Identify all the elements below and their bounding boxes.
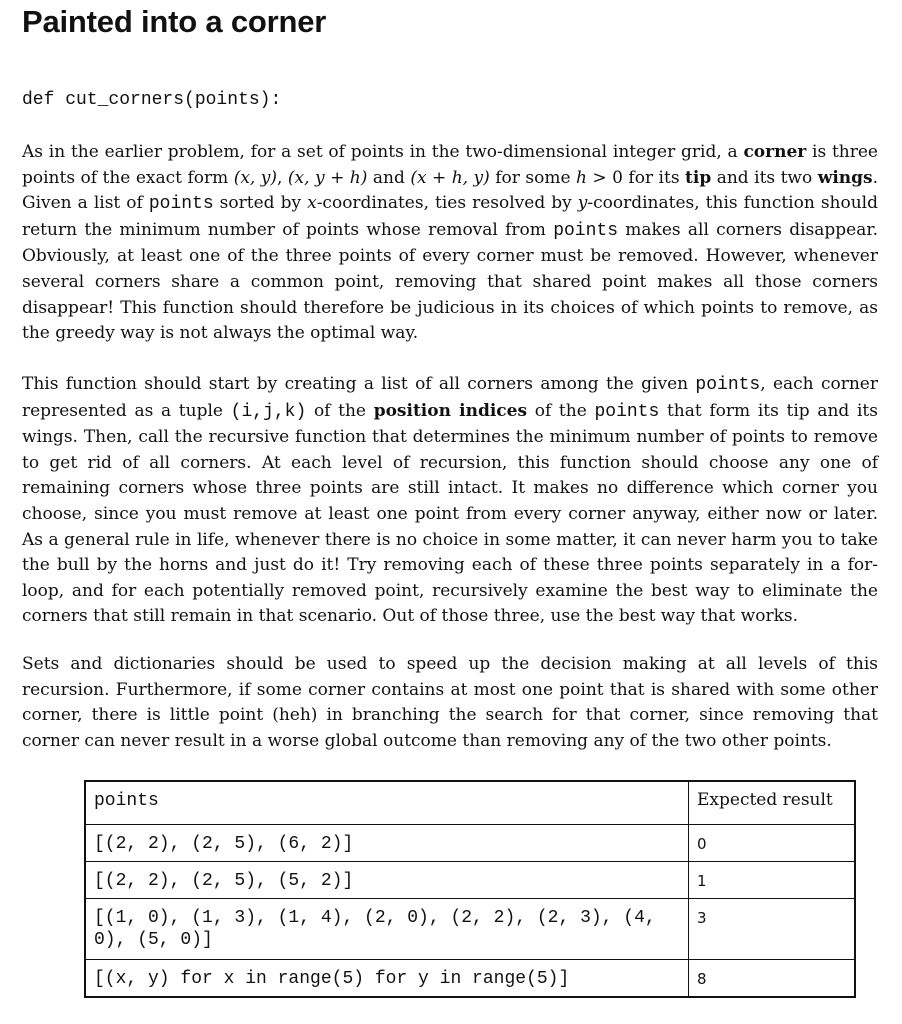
- paragraph-definition: As in the earlier problem, for a set of points in the two-dimensional integer grid, a corner is three points of the exact form (x, y), (x, y + h) and (x + h, y) for some h > 0 for its tip and its two wings. Given a list of points sorted by x-coordinates, ties resolved by y-coordinates, this function should return the minimum number of points whose removal from points makes all corners disappear. Obviously, at least one of the three points of every corner must be removed. However, whenever several corners share a common point, removing that shared point makes all those corners disappear! This function should therefore be judicious in its choices of which points to remove, as the greedy way is not always the optimal way.: [22, 142, 879, 344]
- code-points: points: [594, 401, 660, 422]
- table-row: [85, 899, 855, 960]
- points-cell: [(2, 2), (2, 5), (6, 2)]: [85, 825, 689, 862]
- points-cell: [(2, 2), (2, 5), (5, 2)]: [85, 862, 689, 899]
- code-points: points: [148, 194, 214, 215]
- result-cell: 0: [689, 825, 856, 862]
- examples-table: [84, 780, 856, 998]
- term-position-indices: position indices: [373, 400, 528, 421]
- table-row: [85, 862, 855, 899]
- term-wings: wings: [817, 167, 873, 188]
- table-row: [85, 825, 855, 862]
- term-tip: tip: [685, 167, 712, 188]
- code-points: points: [695, 375, 761, 395]
- page-title: Painted into a corner: [22, 4, 327, 39]
- points-cell: [(1, 0), (1, 3), (1, 4), (2, 0), (2, 2), (2, 3), (4, 0), (5, 0)]: [85, 899, 689, 960]
- code-tuple: (i,j,k): [230, 401, 307, 422]
- result-cell: 1: [689, 862, 856, 899]
- points-cell: [(x, y) for x in range(5) for y in range(5)]: [85, 960, 689, 998]
- result-cell: 3: [689, 899, 856, 960]
- function-signature: def cut_corners(points):: [22, 90, 282, 110]
- table-row: [85, 960, 855, 998]
- header-points: points: [85, 781, 689, 825]
- table-header-row: [85, 781, 855, 825]
- code-points: points: [553, 220, 618, 241]
- result-cell: 8: [689, 960, 856, 998]
- paragraph-optimization: Sets and dictionaries should be used to speed up the decision making at all levels of this recursion. Furthermore, if some corner contains at most one point that is shared with some other corner, there is little point (heh) in branching the search for that corner, since removing that corner can never result in a worse global outcome than removing any of the two other points.: [22, 654, 878, 751]
- header-expected-result: Expected result: [689, 781, 856, 825]
- term-corner: corner: [743, 142, 807, 162]
- paragraph-algorithm: This function should start by creating a list of all corners among the given points, each corner represented as a tuple (i,j,k) of the position indices of the points that form its tip and its wings. Then, call the recursive function that determines the minimum number of points to remove to get rid of all corners. At each level of recursion, this function should choose any one of remaining corners whose three points are still intact. It makes no difference which corner you choose, since you must remove at least one point from every corner anyway, either now or later. As a general rule in life, whenever there is no choice in some matter, it can never harm you to take the bull by the horns and just do it! Try removing each of these three points separately in a for-loop, and for each potentially removed point, recursively examine the best way to eliminate the corners that still remain in that scenario. Out of those three, use the best way that works.: [22, 374, 878, 627]
